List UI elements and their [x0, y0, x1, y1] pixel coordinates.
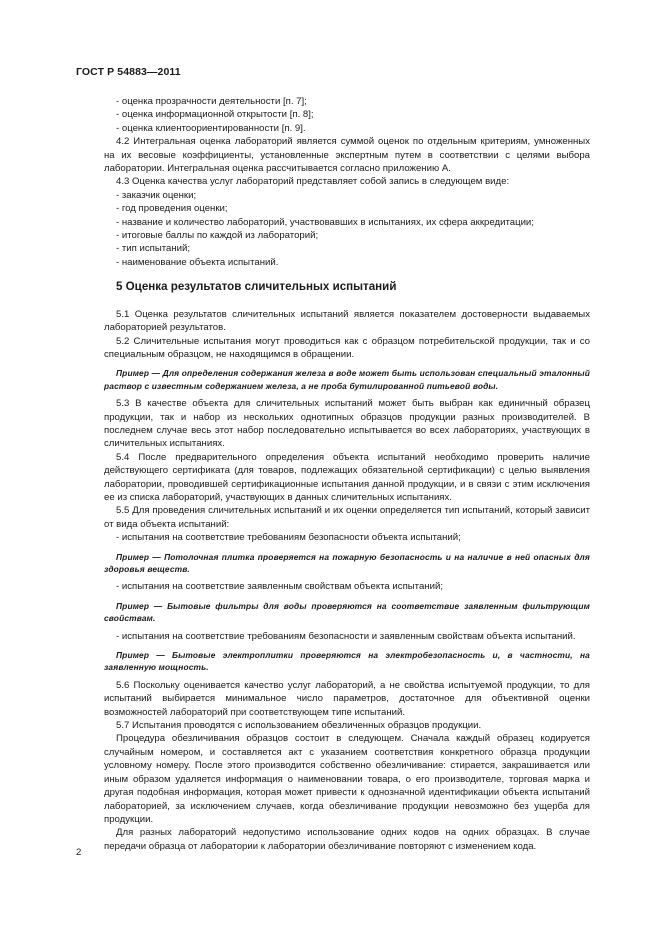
- example-note: Пример — Потолочная плитка проверяется на пожарную безопасность и на наличие в ней опасных для здоровья веществ.: [104, 551, 590, 574]
- list-item: - испытания на соответствие требованиям безопасности объекта испытаний;: [116, 532, 461, 544]
- list-item: - заказчик оценки;: [116, 189, 197, 201]
- list-item: - оценка прозрачности деятельности [п. 7];: [116, 96, 307, 107]
- list-item: - оценка информационной открытости [п. 8];: [116, 109, 314, 121]
- example-note: Пример — Бытовые электроплитки проверяются на электробезопасность и, в частности, на заявленную мощность.: [104, 650, 590, 673]
- list-item: - наименование объекта испытаний.: [116, 256, 279, 268]
- paragraph: 5.4 После предварительного определения объекта испытаний необходимо проверить наличие действующего сертификата (для товаров, подлежащих обязательной сертификации) с целью выявления лаборатории, проводившей сертификационные испытания данной продукции, и в связи с этим исключения ее из списка лабораторий, участвующих в данных сличительных испытаниях.: [104, 451, 590, 503]
- list-item: - оценка клиентоориентированности [п. 9].: [116, 122, 306, 134]
- list-item: - испытания на соответствие требованиям безопасности и заявленным свойствам объекта испытаний.: [116, 630, 576, 642]
- paragraph: 5.2 Сличительные испытания могут проводиться как с образцом потребительской продукции, так и со специальным образцом, не находящимся в обращении.: [104, 335, 590, 360]
- paragraph: 4.3 Оценка качества услуг лабораторий представляет собой запись в следующем виде:: [116, 176, 510, 188]
- section-heading: 5 Оценка результатов сличительных испытаний: [116, 280, 397, 294]
- list-item: - год проведения оценки;: [116, 203, 228, 215]
- list-item: - испытания на соответствие заявленным свойствам объекта испытаний;: [116, 581, 443, 593]
- document-body: [104, 95, 590, 853]
- list-item: - тип испытаний;: [116, 243, 191, 255]
- paragraph: 5.5 Для проведения сличительных испытаний и их оценки определяется тип испытаний, который зависит от вида объекта испытаний:: [104, 505, 590, 530]
- paragraph: 4.2 Интегральная оценка лабораторий является суммой оценок по отдельным критериям, умноженных на их весовые коэффициенты, установленные экспертным путем в соответствии с целями выбора лаборатории. Интегральная оценка рассчитывается согласно приложению А.: [104, 136, 590, 175]
- paragraph: Для разных лабораторий недопустимо использование одних кодов на одних образцах. В случае передачи образца от лаборатории к лаборатории обезличивание повторяют с изменением кода.: [104, 827, 590, 852]
- paragraph: 5.1 Оценка результатов сличительных испытаний является показателем достоверности выдаваемых лабораторией результатов.: [104, 308, 590, 334]
- document-header: ГОСТ Р 54883—2011: [76, 66, 181, 78]
- list-item: - название и количество лабораторий, участвовавших в испытаниях, их сфера аккредитации;: [116, 216, 534, 228]
- paragraph: 5.3 В качестве объекта для сличительных испытаний может быть выбран как единичный образец продукции, так и набор из нескольких однотипных образцов продукции разных производителей. В последнем случае весь этот набор последовательно испытывается во всех лабораториях, участвующих в сличительных испытаниях.: [104, 398, 590, 450]
- paragraph: 5.6 Поскольку оценивается качество услуг лабораторий, а не свойства испытуемой продукции, то для испытаний выбирается минимальное число параметров, достаточное для объективной оценки возможностей лабораторий при соответствующем типе испытаний.: [104, 679, 590, 718]
- page-number: 2: [76, 847, 82, 858]
- paragraph: 5.7 Испытания проводятся с использованием обезличенных образцов продукции.: [116, 720, 482, 732]
- list-item: - итоговые баллы по каждой из лабораторий;: [116, 230, 319, 242]
- example-note: Пример — Бытовые фильтры для воды проверяются на соответствие заявленным фильтрующим свойствам.: [104, 600, 590, 624]
- paragraph: Процедура обезличивания образцов состоит в следующем. Сначала каждый образец кодируется случайным номером, и составляется акт с указанием соответствия конкретного образца продукции условному номеру. После этого производится собственно обезличивание: стирается, закрашивается или иным образом удаляется информация о наименовании товара, о его производителе, торговая марка и другая подобная информация, которая может привести к однозначной идентификации объекта испытаний лабораторией, за исключением случаев, когда обезличивание продукции невозможно без ущерба для продукции.: [104, 733, 590, 825]
- example-note: Пример — Для определения содержания железа в воде может быть использован специальный эталонный раствор с известным содержанием железа, а не проба бутилированной питьевой воды.: [104, 368, 590, 391]
